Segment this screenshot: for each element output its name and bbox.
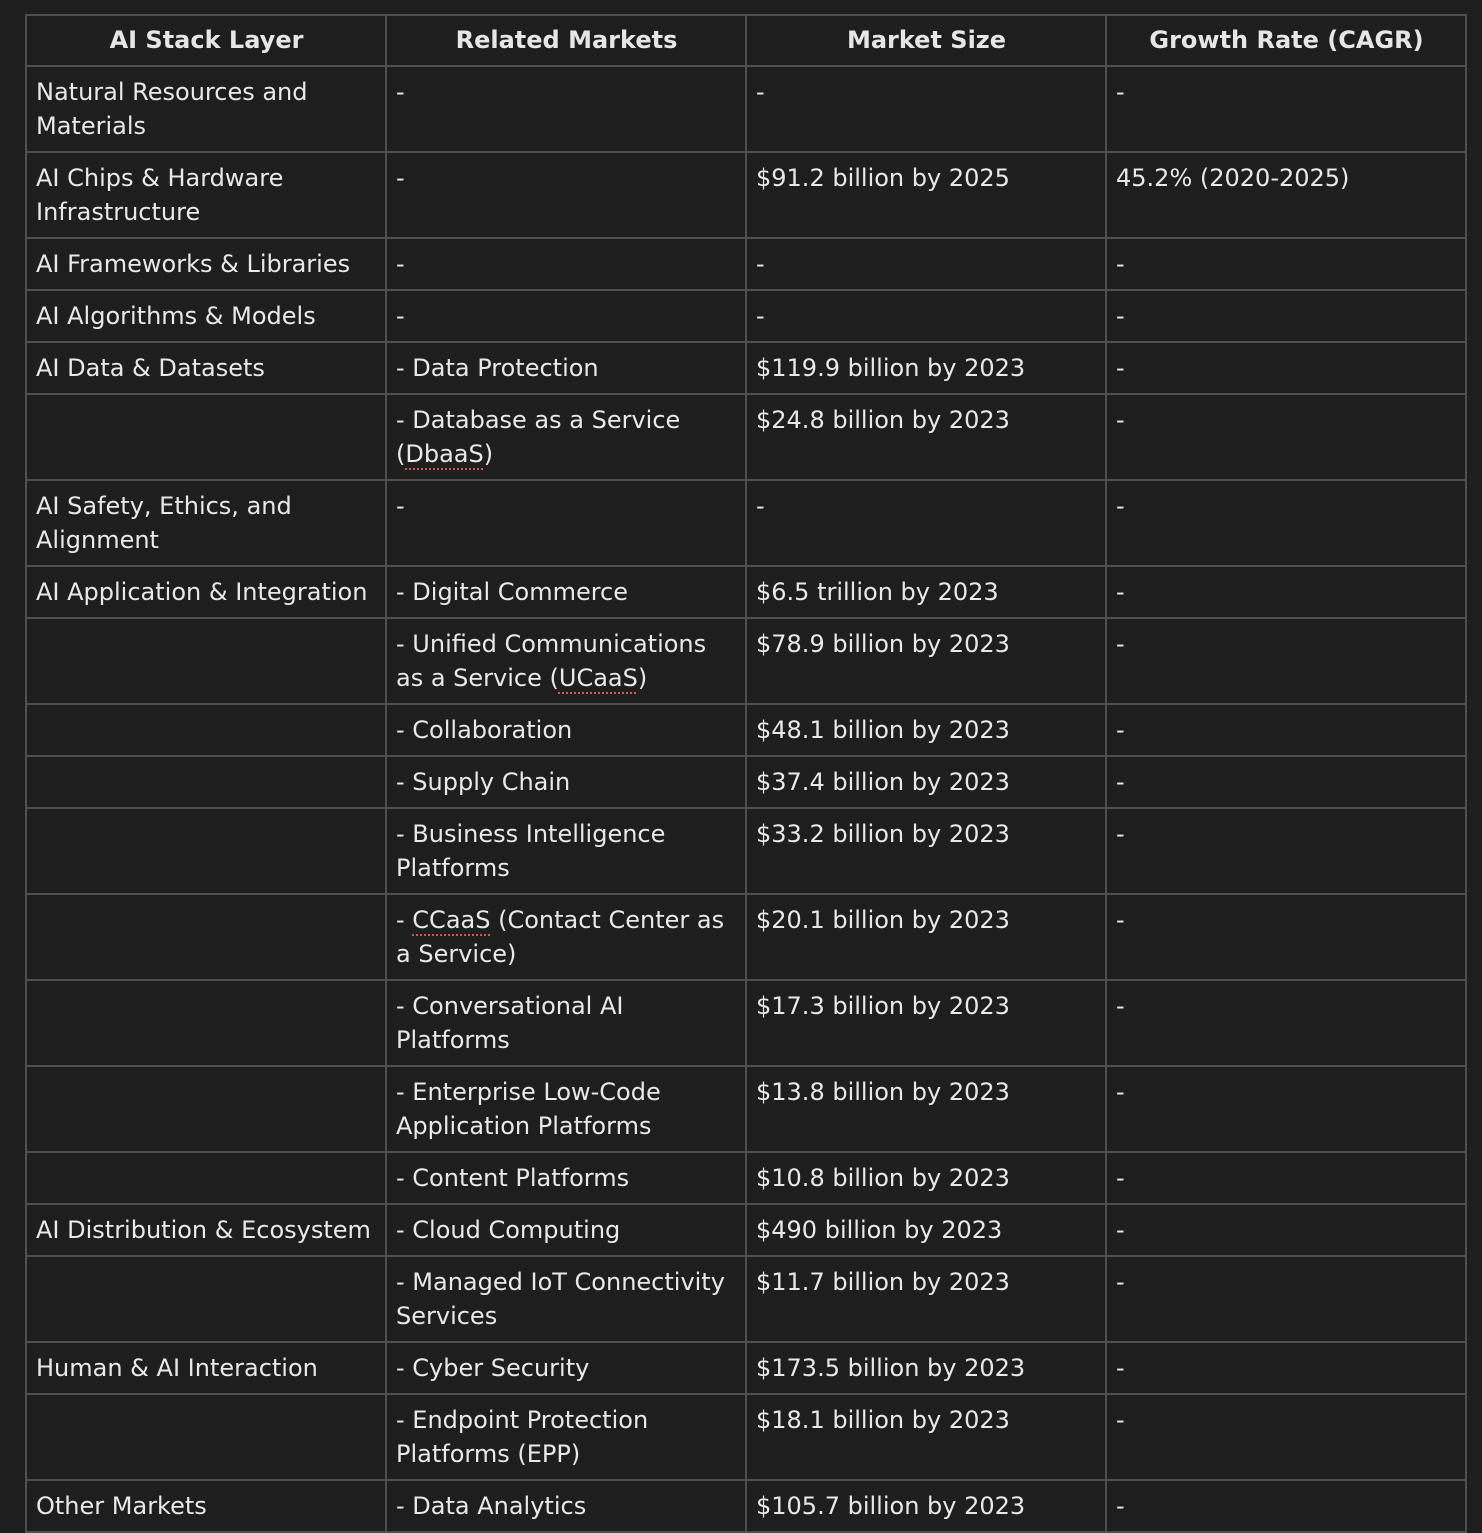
market-text-segment: - Unified Communications as a Service ( [396, 630, 707, 692]
cell-market-size: - [746, 238, 1106, 290]
cell-growth-rate: - [1106, 566, 1466, 618]
cell-ai-stack-layer [26, 618, 386, 704]
market-text-segment: - [396, 164, 405, 192]
table-row [26, 394, 1466, 480]
market-text-segment: - Data Protection [396, 354, 599, 382]
table-row [26, 290, 1466, 342]
market-text-segment: - [396, 492, 405, 520]
cell-market-size: - [746, 66, 1106, 152]
cell-related-market [386, 1256, 746, 1342]
cell-related-market [386, 704, 746, 756]
cell-market-size: $20.1 billion by 2023 [746, 894, 1106, 980]
market-text-segment: - Managed IoT Connectivity Services [396, 1268, 725, 1330]
cell-related-market [386, 480, 746, 566]
market-text-segment: CCaaS [412, 906, 491, 934]
cell-market-size: $6.5 trillion by 2023 [746, 566, 1106, 618]
cell-ai-stack-layer [26, 756, 386, 808]
table-row [26, 1204, 1466, 1256]
cell-growth-rate: - [1106, 894, 1466, 980]
cell-market-size: $48.1 billion by 2023 [746, 704, 1106, 756]
market-text-segment: - Content Platforms [396, 1164, 630, 1192]
cell-ai-stack-layer: Human & AI Interaction [26, 1342, 386, 1394]
cell-market-size: $91.2 billion by 2025 [746, 152, 1106, 238]
cell-growth-rate: - [1106, 1066, 1466, 1152]
cell-market-size: $11.7 billion by 2023 [746, 1256, 1106, 1342]
header-growth-rate: Growth Rate (CAGR) [1106, 15, 1466, 66]
header-related-markets: Related Markets [386, 15, 746, 66]
cell-growth-rate: - [1106, 1256, 1466, 1342]
table-row [26, 756, 1466, 808]
cell-ai-stack-layer [26, 1394, 386, 1480]
cell-ai-stack-layer: AI Distribution & Ecosystem [26, 1204, 386, 1256]
cell-related-market [386, 290, 746, 342]
table-row [26, 894, 1466, 980]
cell-ai-stack-layer [26, 980, 386, 1066]
market-text-segment: (Contact Center as a Service) [396, 906, 725, 968]
header-ai-stack-layer: AI Stack Layer [26, 15, 386, 66]
cell-growth-rate: - [1106, 1152, 1466, 1204]
table-row [26, 1256, 1466, 1342]
market-text-segment: - [396, 906, 413, 934]
table-row [26, 1066, 1466, 1152]
cell-market-size: $37.4 billion by 2023 [746, 756, 1106, 808]
market-text-segment: - Cyber Security [396, 1354, 590, 1382]
market-text-segment: - Business Intelligence Platforms [396, 820, 666, 882]
cell-growth-rate: - [1106, 342, 1466, 394]
cell-growth-rate: - [1106, 238, 1466, 290]
market-text-segment: - [396, 302, 405, 330]
cell-related-market [386, 394, 746, 480]
cell-ai-stack-layer: AI Data & Datasets [26, 342, 386, 394]
table-row [26, 480, 1466, 566]
cell-related-market [386, 1394, 746, 1480]
table-row [26, 238, 1466, 290]
cell-market-size: $18.1 billion by 2023 [746, 1394, 1106, 1480]
cell-ai-stack-layer: Other Markets [26, 1480, 386, 1532]
cell-market-size: $490 billion by 2023 [746, 1204, 1106, 1256]
cell-ai-stack-layer [26, 1066, 386, 1152]
cell-market-size: $33.2 billion by 2023 [746, 808, 1106, 894]
cell-related-market [386, 238, 746, 290]
cell-ai-stack-layer [26, 808, 386, 894]
cell-related-market [386, 618, 746, 704]
cell-related-market [386, 152, 746, 238]
cell-ai-stack-layer: AI Application & Integration [26, 566, 386, 618]
header-market-size: Market Size [746, 15, 1106, 66]
cell-ai-stack-layer: AI Algorithms & Models [26, 290, 386, 342]
cell-market-size: $10.8 billion by 2023 [746, 1152, 1106, 1204]
cell-growth-rate: - [1106, 394, 1466, 480]
cell-growth-rate: - [1106, 480, 1466, 566]
market-text-segment: UCaaS [558, 664, 638, 692]
market-text-segment: ) [637, 664, 648, 692]
cell-related-market [386, 1066, 746, 1152]
table-row [26, 980, 1466, 1066]
cell-market-size: $173.5 billion by 2023 [746, 1342, 1106, 1394]
table-row [26, 1480, 1466, 1532]
cell-growth-rate: - [1106, 290, 1466, 342]
cell-growth-rate: - [1106, 1480, 1466, 1532]
cell-growth-rate: - [1106, 980, 1466, 1066]
cell-growth-rate: - [1106, 618, 1466, 704]
market-text-segment: - Digital Commerce [396, 578, 629, 606]
table-row [26, 704, 1466, 756]
cell-market-size: - [746, 480, 1106, 566]
cell-related-market [386, 66, 746, 152]
cell-growth-rate: 45.2% (2020-2025) [1106, 152, 1466, 238]
table-row [26, 808, 1466, 894]
cell-growth-rate: - [1106, 1394, 1466, 1480]
cell-growth-rate: - [1106, 704, 1466, 756]
market-text-segment: - Cloud Computing [396, 1216, 621, 1244]
cell-market-size: $119.9 billion by 2023 [746, 342, 1106, 394]
cell-related-market [386, 894, 746, 980]
table-row [26, 152, 1466, 238]
market-text-segment: - Enterprise Low-Code Application Platforms [396, 1078, 661, 1140]
cell-growth-rate: - [1106, 1204, 1466, 1256]
cell-related-market [386, 980, 746, 1066]
market-text-segment: - Conversational AI Platforms [396, 992, 624, 1054]
cell-related-market [386, 808, 746, 894]
cell-related-market [386, 566, 746, 618]
table-row [26, 618, 1466, 704]
cell-market-size: $78.9 billion by 2023 [746, 618, 1106, 704]
cell-related-market [386, 756, 746, 808]
cell-related-market [386, 1152, 746, 1204]
market-text-segment: ) [483, 440, 494, 468]
table-row [26, 1342, 1466, 1394]
table-body [26, 66, 1466, 1532]
cell-ai-stack-layer: AI Frameworks & Libraries [26, 238, 386, 290]
cell-ai-stack-layer [26, 394, 386, 480]
market-text-segment: DbaaS [405, 440, 484, 468]
cell-growth-rate: - [1106, 66, 1466, 152]
cell-growth-rate: - [1106, 808, 1466, 894]
cell-ai-stack-layer: AI Chips & Hardware Infrastructure [26, 152, 386, 238]
table-row [26, 1394, 1466, 1480]
cell-ai-stack-layer [26, 1152, 386, 1204]
market-text-segment: - Endpoint Protection Platforms (EPP) [396, 1406, 649, 1468]
market-text-segment: - [396, 250, 405, 278]
cell-market-size: $17.3 billion by 2023 [746, 980, 1106, 1066]
market-text-segment: - Supply Chain [396, 768, 571, 796]
cell-related-market [386, 1204, 746, 1256]
cell-market-size: $24.8 billion by 2023 [746, 394, 1106, 480]
header-row [26, 15, 1466, 66]
cell-market-size: - [746, 290, 1106, 342]
market-text-segment: - Database as a Service ( [396, 406, 681, 468]
table-row [26, 342, 1466, 394]
cell-related-market [386, 1480, 746, 1532]
market-text-segment: - [396, 78, 405, 106]
cell-market-size: $13.8 billion by 2023 [746, 1066, 1106, 1152]
cell-ai-stack-layer: Natural Resources and Materials [26, 66, 386, 152]
cell-ai-stack-layer [26, 1256, 386, 1342]
table-row [26, 566, 1466, 618]
cell-ai-stack-layer [26, 704, 386, 756]
cell-growth-rate: - [1106, 1342, 1466, 1394]
market-table [25, 14, 1467, 1533]
table-row [26, 66, 1466, 152]
market-text-segment: - Collaboration [396, 716, 573, 744]
table-row [26, 1152, 1466, 1204]
cell-related-market [386, 342, 746, 394]
cell-related-market [386, 1342, 746, 1394]
cell-market-size: $105.7 billion by 2023 [746, 1480, 1106, 1532]
cell-ai-stack-layer [26, 894, 386, 980]
market-text-segment: - Data Analytics [396, 1492, 587, 1520]
cell-ai-stack-layer: AI Safety, Ethics, and Alignment [26, 480, 386, 566]
cell-growth-rate: - [1106, 756, 1466, 808]
